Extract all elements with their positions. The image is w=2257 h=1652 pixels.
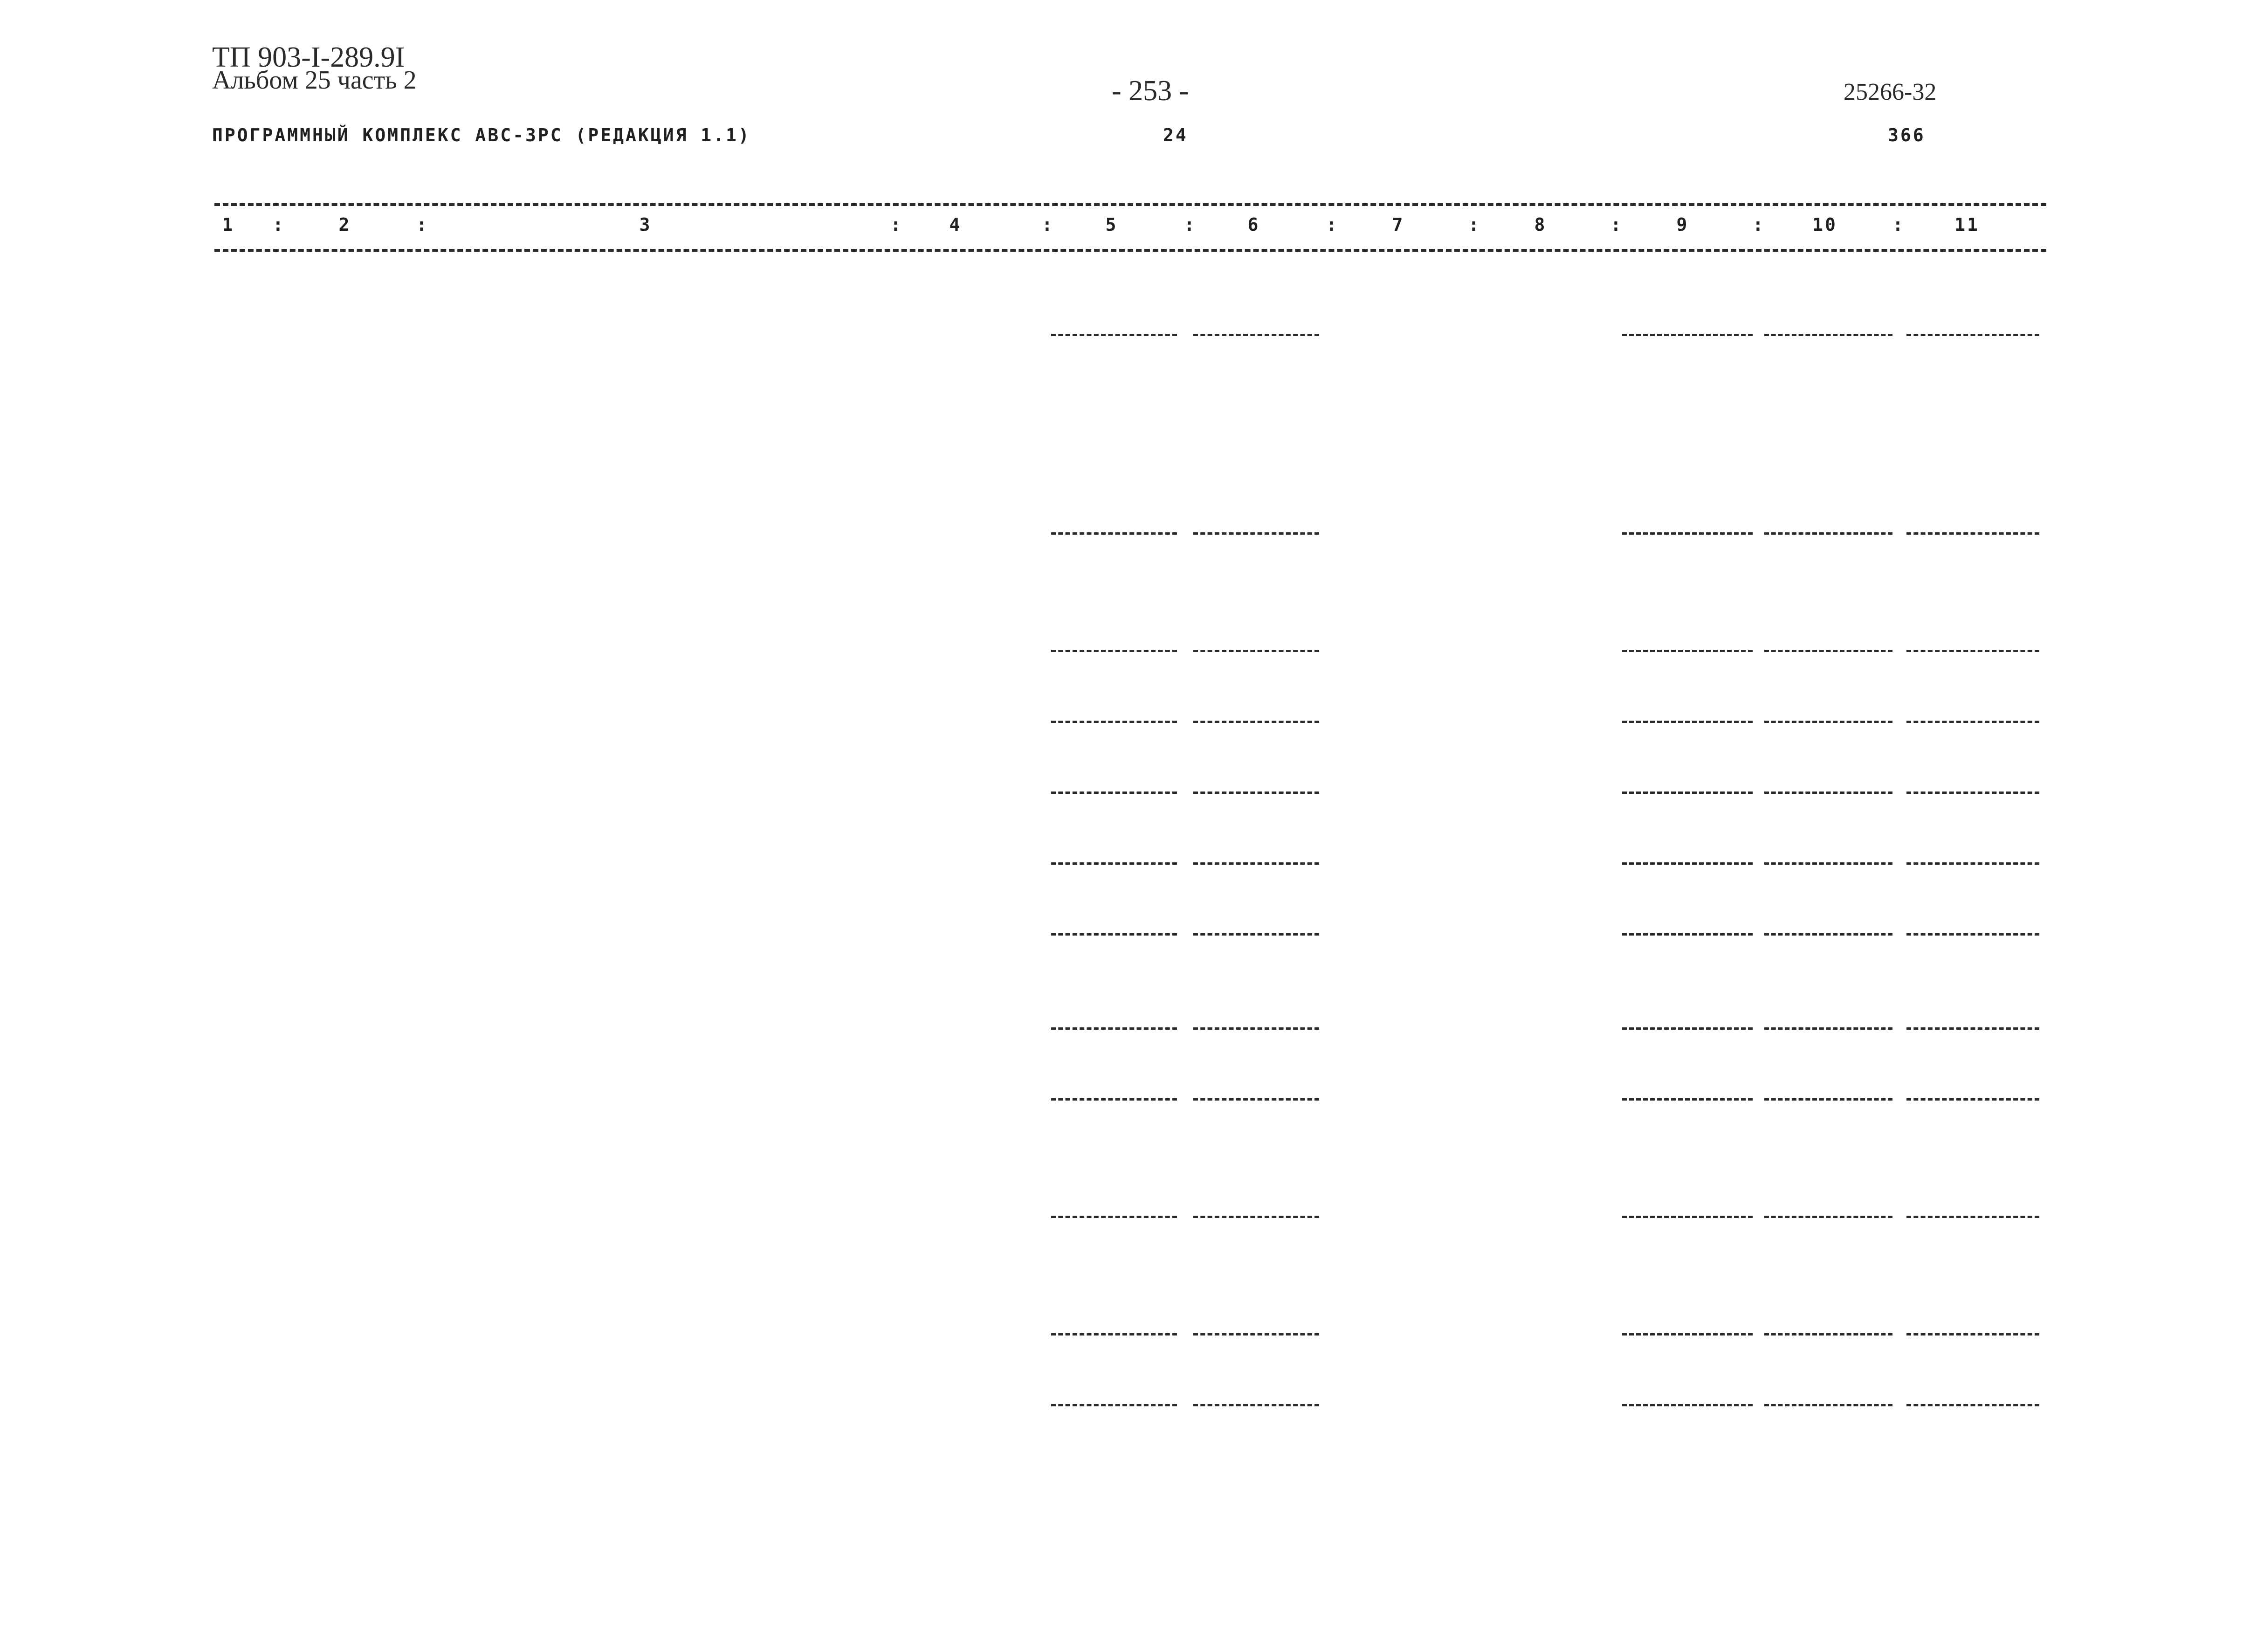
cell-divider	[1193, 792, 1319, 794]
cell-divider	[1051, 933, 1177, 936]
cell-divider	[1051, 650, 1177, 652]
column-separator: :	[1892, 214, 1905, 235]
column-separator: :	[273, 214, 285, 235]
cell-divider	[1051, 1333, 1177, 1335]
cell-divider	[1906, 1216, 2039, 1218]
cell-divider	[1764, 721, 1892, 723]
cell-divider	[1906, 1027, 2039, 1030]
sheet-number: 24	[1163, 125, 1188, 145]
cell-divider	[1622, 532, 1753, 535]
column-header-8: 8	[1534, 214, 1547, 235]
cell-divider	[1193, 1404, 1319, 1406]
cell-divider	[1622, 1216, 1753, 1218]
cell-divider	[1193, 1098, 1319, 1101]
column-header-6: 6	[1247, 214, 1260, 235]
cell-divider	[1193, 1027, 1319, 1030]
cell-divider	[1906, 1404, 2039, 1406]
column-header-11: 11	[1954, 214, 1980, 235]
cell-divider	[1764, 1027, 1892, 1030]
cell-divider	[1622, 650, 1753, 652]
cell-divider	[1906, 933, 2039, 936]
cell-divider	[1764, 792, 1892, 794]
cell-divider	[1622, 1333, 1753, 1335]
cell-divider	[1764, 933, 1892, 936]
cell-divider	[1622, 1027, 1753, 1030]
cell-divider	[1622, 721, 1753, 723]
cell-divider	[1764, 1098, 1892, 1101]
column-separator: :	[1753, 214, 1765, 235]
cell-divider	[1051, 862, 1177, 865]
column-separator: :	[1610, 214, 1623, 235]
cell-divider	[1622, 862, 1753, 865]
cell-divider	[1051, 532, 1177, 535]
column-separator: :	[1468, 214, 1481, 235]
cell-divider	[1193, 1333, 1319, 1335]
cell-divider	[1906, 334, 2039, 336]
column-separator: :	[1326, 214, 1339, 235]
cell-divider	[1051, 1098, 1177, 1101]
cell-divider	[1193, 1216, 1319, 1218]
cell-divider	[1193, 862, 1319, 865]
column-header-5: 5	[1105, 214, 1118, 235]
cell-divider	[1764, 862, 1892, 865]
page-number: - 253 -	[1112, 75, 1189, 107]
cell-divider	[1051, 1027, 1177, 1030]
cell-divider	[1193, 933, 1319, 936]
cell-divider	[1764, 1216, 1892, 1218]
cell-divider	[1906, 1098, 2039, 1101]
stamp-number: 25266-32	[1844, 79, 1937, 105]
cell-divider	[1764, 1404, 1892, 1406]
cell-divider	[1193, 721, 1319, 723]
cell-divider	[1622, 334, 1753, 336]
cell-divider	[1906, 862, 2039, 865]
cell-divider	[1764, 1333, 1892, 1335]
cell-divider	[1622, 1098, 1753, 1101]
cell-divider	[1622, 933, 1753, 936]
cell-divider	[1906, 532, 2039, 535]
sheet-total: 366	[1888, 125, 1926, 145]
cell-divider	[1764, 532, 1892, 535]
cell-divider	[1051, 721, 1177, 723]
cell-divider	[1193, 532, 1319, 535]
cell-divider	[1193, 650, 1319, 652]
column-header-1: 1	[222, 214, 235, 235]
column-header-7: 7	[1392, 214, 1405, 235]
program-line: ПРОГРАММНЫЙ КОМПЛЕКС АВС-3РС (РЕДАКЦИЯ 1.1)	[212, 125, 751, 145]
cell-divider	[1622, 1404, 1753, 1406]
cell-divider	[1051, 1216, 1177, 1218]
cell-divider	[1764, 334, 1892, 336]
album-label: Альбом 25 часть 2	[212, 66, 417, 95]
column-header-4: 4	[949, 214, 962, 235]
column-header-9: 9	[1676, 214, 1689, 235]
cell-divider	[1622, 792, 1753, 794]
cell-divider	[1193, 334, 1319, 336]
column-separator: :	[890, 214, 903, 235]
cell-divider	[1051, 792, 1177, 794]
column-header-3: 3	[639, 214, 652, 235]
cell-divider	[1906, 792, 2039, 794]
document-code: ТП 903-I-289.9I	[212, 41, 405, 73]
cell-divider	[1906, 1333, 2039, 1335]
cell-divider	[1906, 650, 2039, 652]
column-separator: :	[416, 214, 429, 235]
column-header-10: 10	[1812, 214, 1837, 235]
column-header-2: 2	[338, 214, 351, 235]
cell-divider	[1051, 1404, 1177, 1406]
column-separator: :	[1042, 214, 1054, 235]
cell-divider	[1051, 334, 1177, 336]
cell-divider	[1764, 650, 1892, 652]
column-separator: :	[1184, 214, 1197, 235]
cell-divider	[1906, 721, 2039, 723]
